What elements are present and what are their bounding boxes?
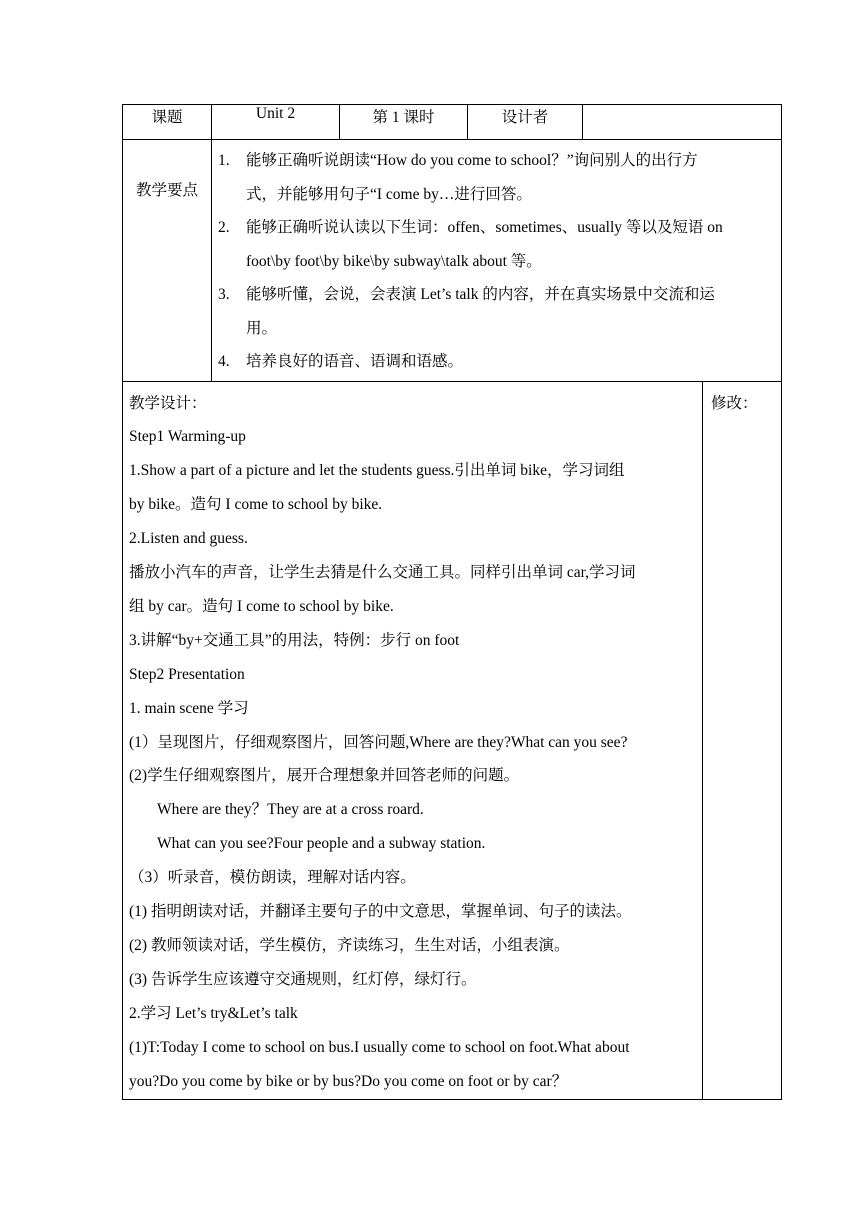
design-line: 2.Listen and guess.	[129, 530, 248, 548]
objective-item	[218, 345, 775, 379]
design-line: (1)T:Today I come to school on bus.I usually come to school on foot.What about	[129, 1038, 630, 1056]
design-line: 1. main scene 学习	[129, 699, 249, 717]
design-line: 2.学习 Let’s try&Let’s talk	[129, 1004, 298, 1022]
teaching-design-cell	[123, 381, 703, 1099]
design-line: (1）呈现图片，仔细观察图片，回答问题,Where are they?What can you see?	[129, 733, 628, 751]
design-line: (3) 告诉学生应该遵守交通规则，红灯停，绿灯行。	[129, 970, 477, 988]
objective-line: 能够正确听说认读以下生词：offen、sometimes、usually 等以及短语 on	[246, 219, 723, 236]
design-line: What can you see?Four people and a subway station.	[157, 835, 486, 853]
design-line: 播放小汽车的声音，让学生去猜是什么交通工具。同样引出单词 car,学习词	[129, 564, 636, 582]
objective-number: 4.	[218, 353, 230, 370]
objective-number: 3.	[218, 286, 230, 303]
unit-value: Unit 2	[212, 105, 340, 140]
design-line: 1.Show a part of a picture and let the students guess.引出单词 bike，学习词组	[129, 462, 625, 480]
objective-line: 能够正确听说朗读“How do you come to school？”询问别人的出行方	[246, 152, 698, 169]
design-line: Where are they？They are at a cross roard.	[157, 801, 424, 819]
designer-label: 设计者	[468, 105, 583, 140]
objectives-list	[212, 140, 782, 382]
objective-line: foot\by foot\by bike\by subway\talk about 等。	[246, 252, 542, 270]
design-line: (2) 教师领读对话，学生模仿，齐读练习，生生对话，小组表演。	[129, 937, 570, 954]
design-line: (2)学生仔细观察图片，展开合理想象并回答老师的问题。	[129, 767, 520, 785]
objective-number: 1.	[218, 152, 230, 169]
design-row	[123, 381, 782, 1099]
design-line: you?Do you come by bike or by bus?Do you come on foot or by car？	[129, 1072, 568, 1090]
revision-label: 修改：	[711, 394, 758, 412]
objective-line: 式，并能够用句子“I come by…进行回答。	[246, 185, 532, 203]
objective-line: 培养良好的语音、语调和语感。	[246, 353, 464, 370]
revision-cell	[703, 381, 782, 1099]
objectives-row	[123, 140, 782, 382]
design-line: Step2 Presentation	[129, 665, 245, 683]
objective-item	[218, 278, 775, 345]
design-line: Step1 Warming-up	[129, 428, 246, 446]
objective-line: 用。	[246, 319, 278, 337]
design-line: 3.讲解“by+交通工具”的用法，特例：步行 on foot	[129, 631, 460, 649]
design-line: by bike。造句 I come to school by bike.	[129, 496, 383, 514]
lesson-number: 第 1 课时	[340, 105, 468, 140]
design-line: (1) 指明朗读对话，并翻译主要句子的中文意思，掌握单词、句子的读法。	[129, 903, 632, 921]
objective-item	[218, 144, 775, 211]
objective-number: 2.	[218, 219, 230, 236]
objective-line: 能够听懂，会说，会表演 Let’s talk 的内容，并在真实场景中交流和运	[246, 286, 715, 303]
objectives-label: 教学要点	[123, 140, 212, 382]
lesson-plan-table	[122, 104, 782, 1100]
designer-value	[583, 105, 782, 140]
design-line: （3）听录音，模仿朗读，理解对话内容。	[129, 869, 416, 887]
design-line: 组 by car。造句 I come to school by bike.	[129, 597, 394, 615]
topic-label: 课题	[123, 105, 212, 140]
objective-item	[218, 211, 775, 278]
header-row	[123, 105, 782, 140]
design-heading: 教学设计：	[129, 394, 207, 412]
